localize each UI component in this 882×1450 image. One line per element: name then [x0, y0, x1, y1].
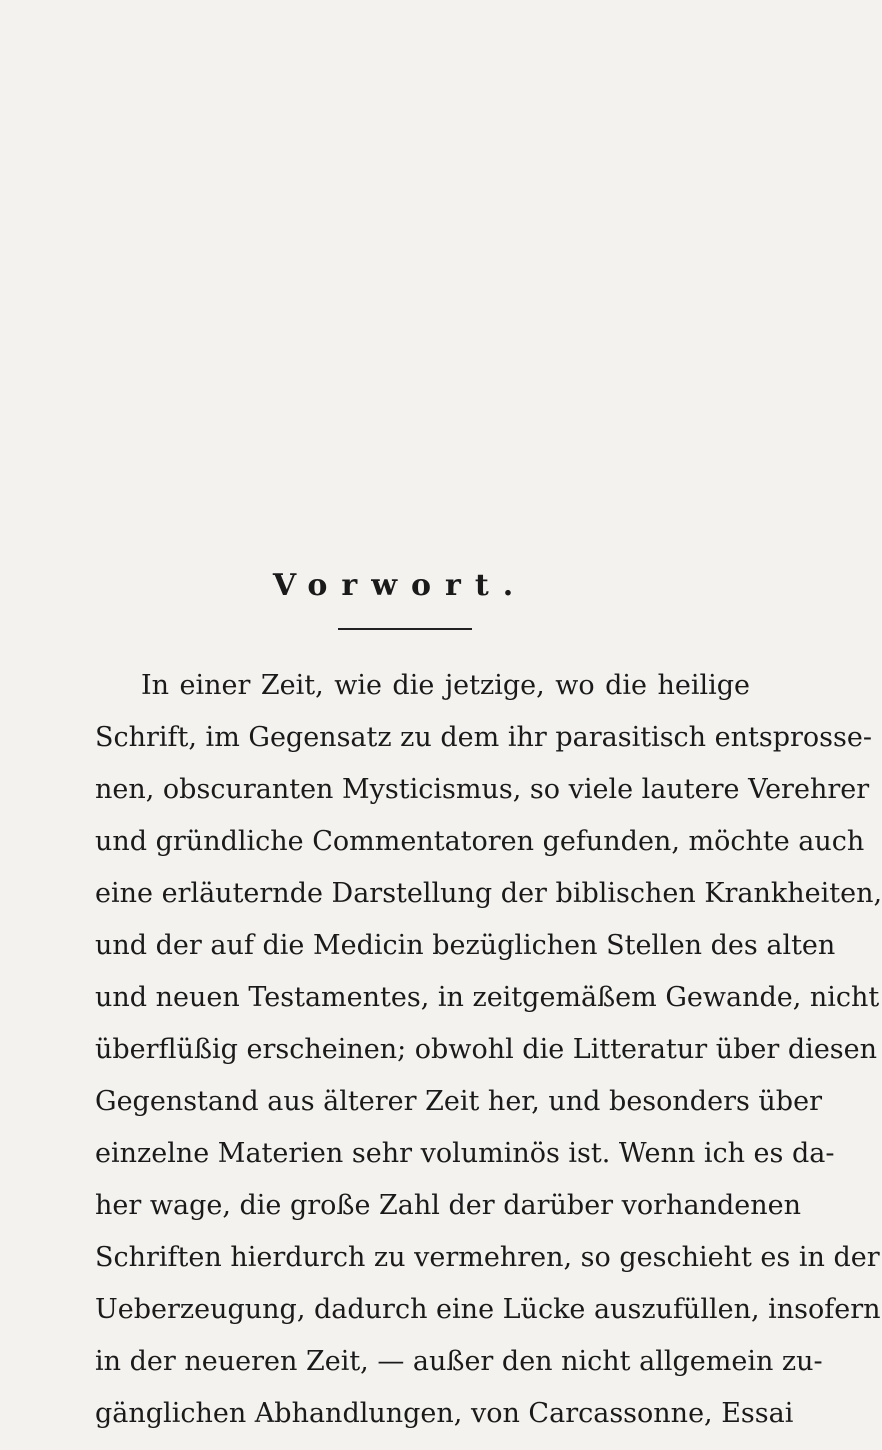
text-line: und der auf die Medicin bezüglichen Stellen des alten	[95, 930, 836, 961]
text-line: gänglichen Abhandlungen, von Carcassonne, Essai	[95, 1398, 794, 1429]
text-line: und neuen Testamentes, in zeitgemäßem Gewande, nicht	[95, 982, 880, 1013]
page-title: Vorwort.	[272, 568, 528, 603]
text-line: her wage, die große Zahl der darüber vorhandenen	[95, 1190, 801, 1221]
text-line: nen, obscuranten Mysticismus, so viele lautere Verehrer	[95, 774, 870, 805]
text-line: einzelne Materien sehr voluminös ist. Wenn ich es da-	[95, 1138, 835, 1169]
text-line: Schriften hierdurch zu vermehren, so geschieht es in der	[95, 1242, 880, 1273]
body-paragraph	[95, 660, 882, 1440]
text-line: und gründliche Commentatoren gefunden, möchte auch	[95, 826, 865, 857]
text-line: in der neueren Zeit, — außer den nicht allgemein zu-	[95, 1346, 823, 1377]
text-line: eine erläuternde Darstellung der biblischen Krankheiten,	[95, 878, 882, 909]
text-line: Ueberzeugung, dadurch eine Lücke auszufüllen, insofern	[95, 1294, 881, 1325]
text-line: Schrift, im Gegensatz zu dem ihr parasitisch entsprosse-	[95, 722, 872, 753]
text-line: In einer Zeit, wie die jetzige, wo die heilige	[141, 670, 750, 701]
text-line: überflüßig erscheinen; obwohl die Litteratur über diesen	[95, 1034, 878, 1065]
text-line: Gegenstand aus älterer Zeit her, und besonders über	[95, 1086, 822, 1117]
title-divider	[338, 628, 472, 630]
